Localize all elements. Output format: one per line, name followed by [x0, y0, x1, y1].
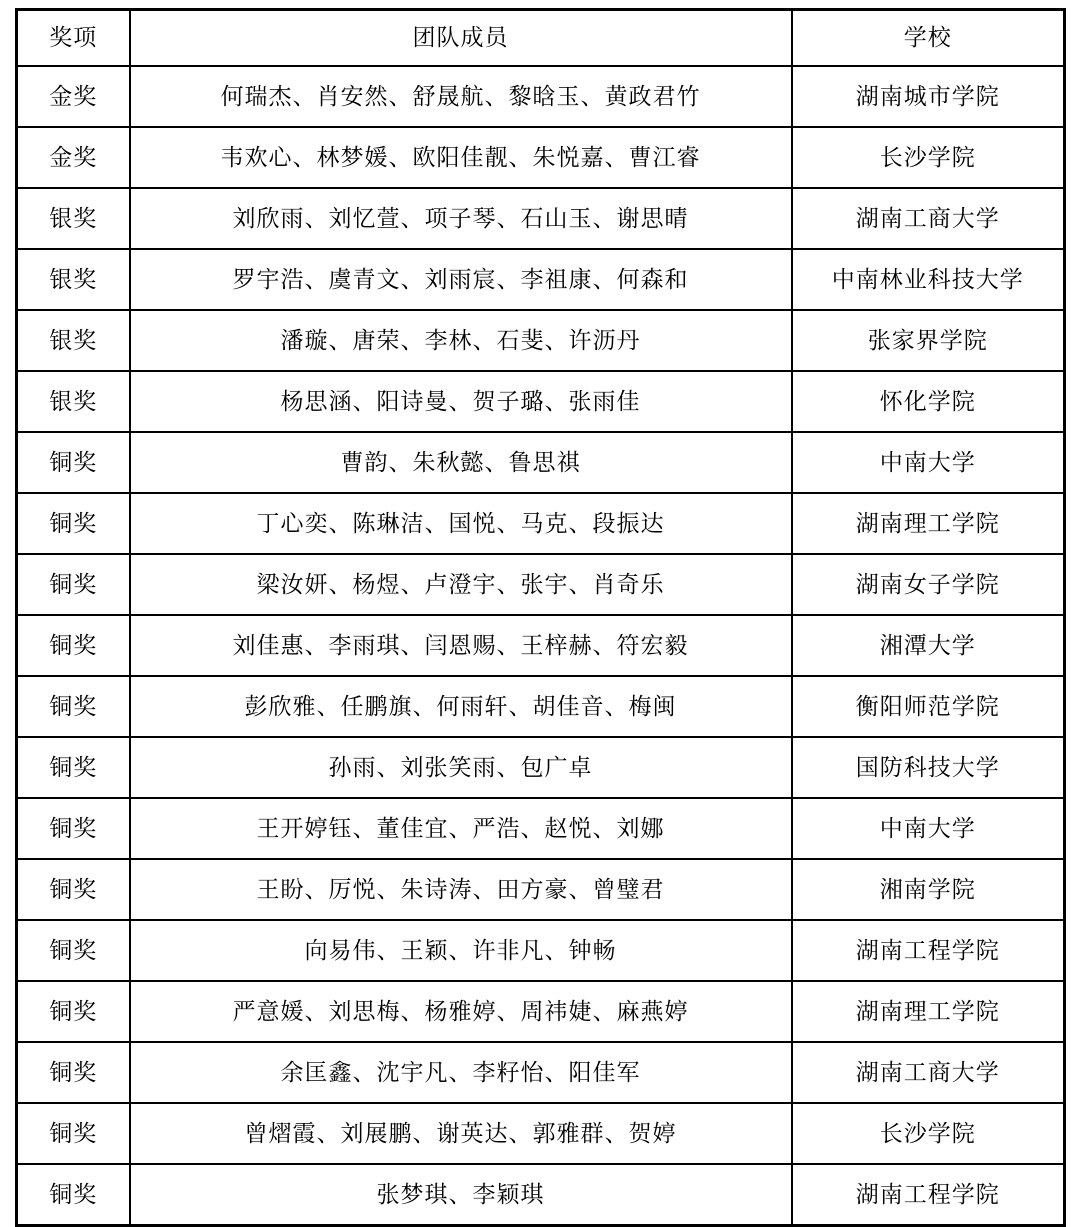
school-cell: 湖南理工学院: [792, 981, 1065, 1042]
award-cell: 铜奖: [17, 432, 130, 493]
members-cell: 罗宇浩、虞青文、刘雨宸、李祖康、何森和: [130, 249, 792, 310]
members-cell: 余匡鑫、沈宇凡、李籽怡、阳佳军: [130, 1042, 792, 1103]
award-cell: 银奖: [17, 371, 130, 432]
table-row: [17, 737, 1065, 798]
members-cell: 刘欣雨、刘忆萱、项子琴、石山玉、谢思晴: [130, 188, 792, 249]
award-cell: 铜奖: [17, 493, 130, 554]
school-cell: 中南林业科技大学: [792, 249, 1065, 310]
table-row: [17, 981, 1065, 1042]
award-cell: 铜奖: [17, 981, 130, 1042]
members-cell: 刘佳惠、李雨琪、闫恩赐、王梓赫、符宏毅: [130, 615, 792, 676]
school-cell: 湘南学院: [792, 859, 1065, 920]
table-row: [17, 554, 1065, 615]
members-cell: 彭欣雅、任鹏旗、何雨轩、胡佳音、梅闽: [130, 676, 792, 737]
school-cell: 中南大学: [792, 432, 1065, 493]
table-row: [17, 1164, 1065, 1226]
award-cell: 银奖: [17, 310, 130, 371]
members-cell: 曹韵、朱秋懿、鲁思祺: [130, 432, 792, 493]
school-cell: 湖南城市学院: [792, 66, 1065, 127]
school-cell: 长沙学院: [792, 127, 1065, 188]
table-row: [17, 920, 1065, 981]
members-cell: 杨思涵、阳诗曼、贺子璐、张雨佳: [130, 371, 792, 432]
school-cell: 湖南工程学院: [792, 1164, 1065, 1226]
school-cell: 湖南工程学院: [792, 920, 1065, 981]
members-cell: 张梦琪、李颖琪: [130, 1164, 792, 1226]
award-cell: 铜奖: [17, 554, 130, 615]
table-row: [17, 432, 1065, 493]
award-cell: 银奖: [17, 188, 130, 249]
award-cell: 铜奖: [17, 615, 130, 676]
members-cell: 孙雨、刘张笑雨、包广卓: [130, 737, 792, 798]
table-row: [17, 859, 1065, 920]
school-cell: 湖南工商大学: [792, 1042, 1065, 1103]
members-cell: 严意媛、刘思梅、杨雅婷、周祎婕、麻燕婷: [130, 981, 792, 1042]
school-cell: 湖南女子学院: [792, 554, 1065, 615]
members-cell: 向易伟、王颖、许非凡、钟畅: [130, 920, 792, 981]
school-cell: 长沙学院: [792, 1103, 1065, 1164]
table-row: [17, 493, 1065, 554]
table-row: [17, 188, 1065, 249]
header-award: 奖项: [17, 10, 130, 67]
table-row: [17, 1042, 1065, 1103]
award-cell: 银奖: [17, 249, 130, 310]
table-row: [17, 676, 1065, 737]
members-cell: 潘璇、唐荣、李林、石斐、许沥丹: [130, 310, 792, 371]
award-cell: 铜奖: [17, 1164, 130, 1226]
table-row: [17, 798, 1065, 859]
header-row: [17, 10, 1065, 67]
members-cell: 韦欢心、林梦媛、欧阳佳靓、朱悦嘉、曹江睿: [130, 127, 792, 188]
table-row: [17, 1103, 1065, 1164]
school-cell: 衡阳师范学院: [792, 676, 1065, 737]
members-cell: 王开婷钰、董佳宜、严浩、赵悦、刘娜: [130, 798, 792, 859]
school-cell: 国防科技大学: [792, 737, 1065, 798]
table-row: [17, 249, 1065, 310]
table-row: [17, 371, 1065, 432]
members-cell: 曾熠霞、刘展鹏、谢英达、郭雅群、贺婷: [130, 1103, 792, 1164]
header-members: 团队成员: [130, 10, 792, 67]
header-school: 学校: [792, 10, 1065, 67]
members-cell: 何瑞杰、肖安然、舒晟航、黎晗玉、黄政君竹: [130, 66, 792, 127]
table-row: [17, 310, 1065, 371]
award-cell: 金奖: [17, 127, 130, 188]
award-cell: 铜奖: [17, 859, 130, 920]
school-cell: 湘潭大学: [792, 615, 1065, 676]
school-cell: 张家界学院: [792, 310, 1065, 371]
school-cell: 湖南理工学院: [792, 493, 1065, 554]
award-cell: 铜奖: [17, 1042, 130, 1103]
award-cell: 铜奖: [17, 920, 130, 981]
award-cell: 铜奖: [17, 1103, 130, 1164]
members-cell: 王盼、厉悦、朱诗涛、田方豪、曾璧君: [130, 859, 792, 920]
award-cell: 铜奖: [17, 798, 130, 859]
table-row: [17, 66, 1065, 127]
awards-table-body: [17, 66, 1065, 1226]
table-row: [17, 615, 1065, 676]
members-cell: 丁心奕、陈琳洁、国悦、马克、段振达: [130, 493, 792, 554]
award-cell: 金奖: [17, 66, 130, 127]
table-row: [17, 127, 1065, 188]
award-cell: 铜奖: [17, 676, 130, 737]
school-cell: 怀化学院: [792, 371, 1065, 432]
awards-table: [15, 8, 1066, 1227]
school-cell: 中南大学: [792, 798, 1065, 859]
school-cell: 湖南工商大学: [792, 188, 1065, 249]
members-cell: 梁汝妍、杨煜、卢澄宇、张宇、肖奇乐: [130, 554, 792, 615]
award-cell: 铜奖: [17, 737, 130, 798]
